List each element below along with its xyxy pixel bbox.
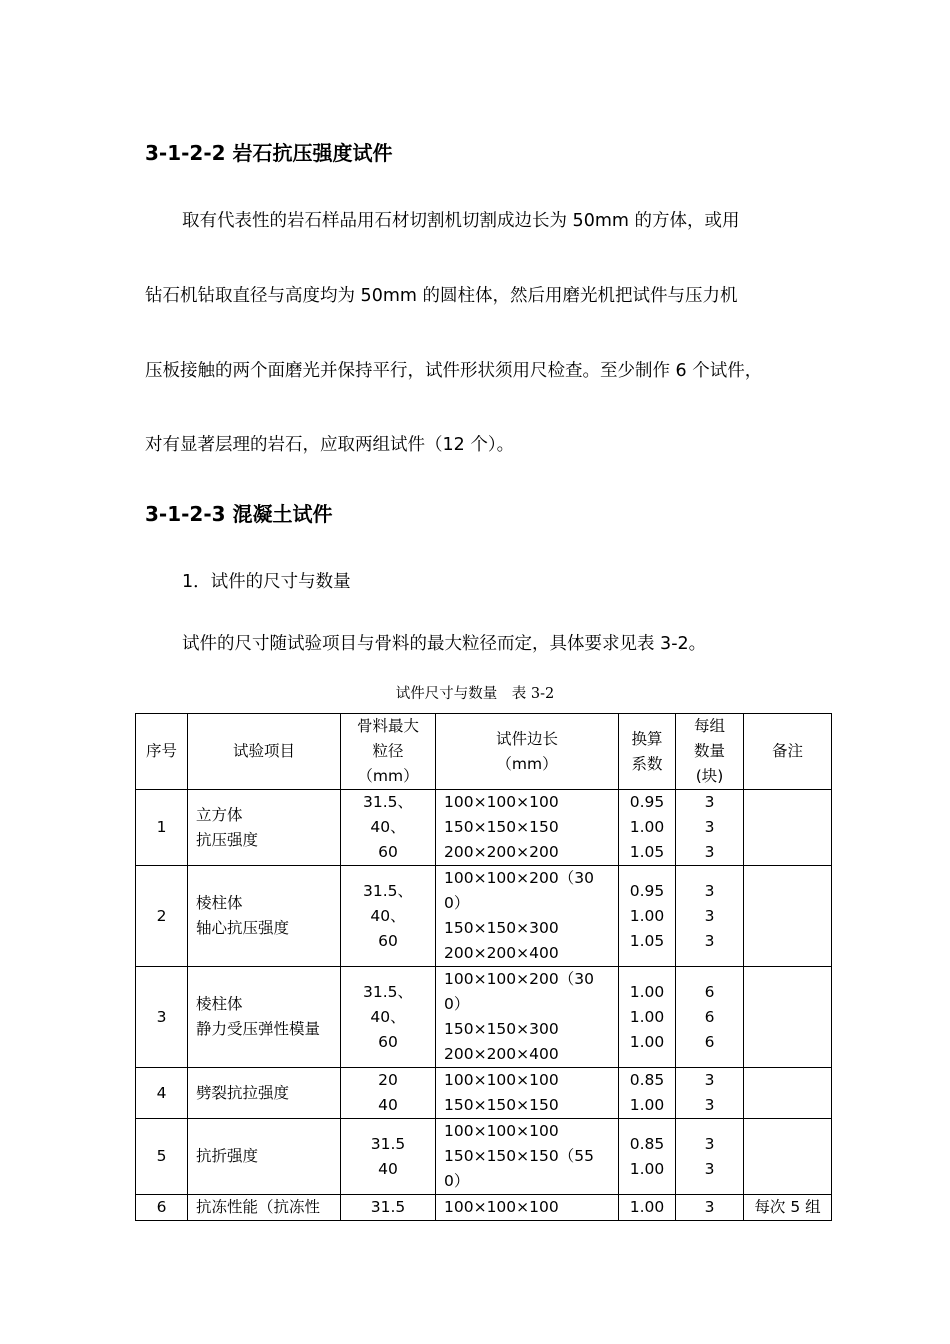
table-header-row — [136, 714, 832, 790]
table-row — [136, 790, 832, 866]
cell-no: 5 — [136, 1119, 188, 1195]
cell-no: 2 — [136, 866, 188, 967]
cell-item: 抗冻性能（抗冻性 — [188, 1195, 341, 1221]
header-cell: 试验项目 — [188, 714, 341, 790]
paragraph-line: 取有代表性的岩石样品用石材切割机切割成边长为 50mm 的方体，或用 — [182, 211, 740, 231]
cell-note — [744, 1119, 832, 1195]
cell-item: 棱柱体 静力受压弹性模量 — [188, 967, 341, 1068]
cell-item: 棱柱体 轴心抗压强度 — [188, 866, 341, 967]
cell-item: 立方体 抗压强度 — [188, 790, 341, 866]
cell-size: 100×100×100 150×150×150 200×200×200 — [436, 790, 619, 866]
cell-coefficient: 0.95 1.00 1.05 — [619, 866, 676, 967]
cell-no: 6 — [136, 1195, 188, 1221]
cell-coefficient: 0.95 1.00 1.05 — [619, 790, 676, 866]
cell-quantity: 3 3 3 — [676, 790, 744, 866]
paragraph-line: 钻石机钻取直径与高度均为 50mm 的圆柱体，然后用磨光机把试件与压力机 — [145, 286, 738, 306]
cell-coefficient: 1.00 1.00 1.00 — [619, 967, 676, 1068]
cell-note — [744, 1068, 832, 1119]
list-item-heading: 1．试件的尺寸与数量 — [182, 572, 351, 592]
table-row — [136, 866, 832, 967]
header-cell: 每组 数量 (块) — [676, 714, 744, 790]
cell-aggregate: 20 40 — [341, 1068, 436, 1119]
cell-item: 劈裂抗拉强度 — [188, 1068, 341, 1119]
paragraph-line: 试件的尺寸随试验项目与骨料的最大粒径而定，具体要求见表 3-2。 — [182, 634, 707, 654]
cell-no: 1 — [136, 790, 188, 866]
cell-aggregate: 31.5 40 — [341, 1119, 436, 1195]
cell-aggregate: 31.5、 40、 60 — [341, 967, 436, 1068]
cell-coefficient: 0.85 1.00 — [619, 1119, 676, 1195]
cell-aggregate: 31.5、 40、 60 — [341, 866, 436, 967]
table-row — [136, 1068, 832, 1119]
cell-note — [744, 967, 832, 1068]
cell-quantity: 3 3 — [676, 1119, 744, 1195]
cell-quantity: 3 3 3 — [676, 866, 744, 967]
table-caption: 试件尺寸与数量 表 3-2 — [395, 686, 555, 702]
section-heading-rock: 3-1-2-2 岩石抗压强度试件 — [145, 141, 393, 165]
cell-aggregate: 31.5 — [341, 1195, 436, 1221]
cell-coefficient: 1.00 — [619, 1195, 676, 1221]
cell-no: 3 — [136, 967, 188, 1068]
cell-quantity: 3 3 — [676, 1068, 744, 1119]
cell-no: 4 — [136, 1068, 188, 1119]
paragraph-line: 对有显著层理的岩石，应取两组试件（12 个）。 — [145, 435, 515, 455]
table-row — [136, 1119, 832, 1195]
cell-quantity: 3 — [676, 1195, 744, 1221]
cell-note — [744, 790, 832, 866]
cell-note — [744, 866, 832, 967]
header-cell: 骨料最大 粒径 （mm） — [341, 714, 436, 790]
cell-size: 100×100×100 150×150×150（55 0） — [436, 1119, 619, 1195]
paragraph-line: 压板接触的两个面磨光并保持平行，试件形状须用尺检查。至少制作 6 个试件， — [145, 361, 763, 381]
cell-aggregate: 31.5、 40、 60 — [341, 790, 436, 866]
header-cell: 序号 — [136, 714, 188, 790]
header-cell: 换算 系数 — [619, 714, 676, 790]
specimen-table — [135, 713, 832, 1221]
header-cell: 试件边长 （mm） — [436, 714, 619, 790]
cell-size: 100×100×200（30 0） 150×150×300 200×200×400 — [436, 866, 619, 967]
section-heading-concrete: 3-1-2-3 混凝土试件 — [145, 502, 333, 526]
cell-quantity: 6 6 6 — [676, 967, 744, 1068]
cell-note: 每次 5 组 — [744, 1195, 832, 1221]
header-cell: 备注 — [744, 714, 832, 790]
cell-size: 100×100×100 — [436, 1195, 619, 1221]
cell-coefficient: 0.85 1.00 — [619, 1068, 676, 1119]
table-row — [136, 1195, 832, 1221]
cell-item: 抗折强度 — [188, 1119, 341, 1195]
cell-size: 100×100×200（30 0） 150×150×300 200×200×400 — [436, 967, 619, 1068]
table-row — [136, 967, 832, 1068]
cell-size: 100×100×100 150×150×150 — [436, 1068, 619, 1119]
